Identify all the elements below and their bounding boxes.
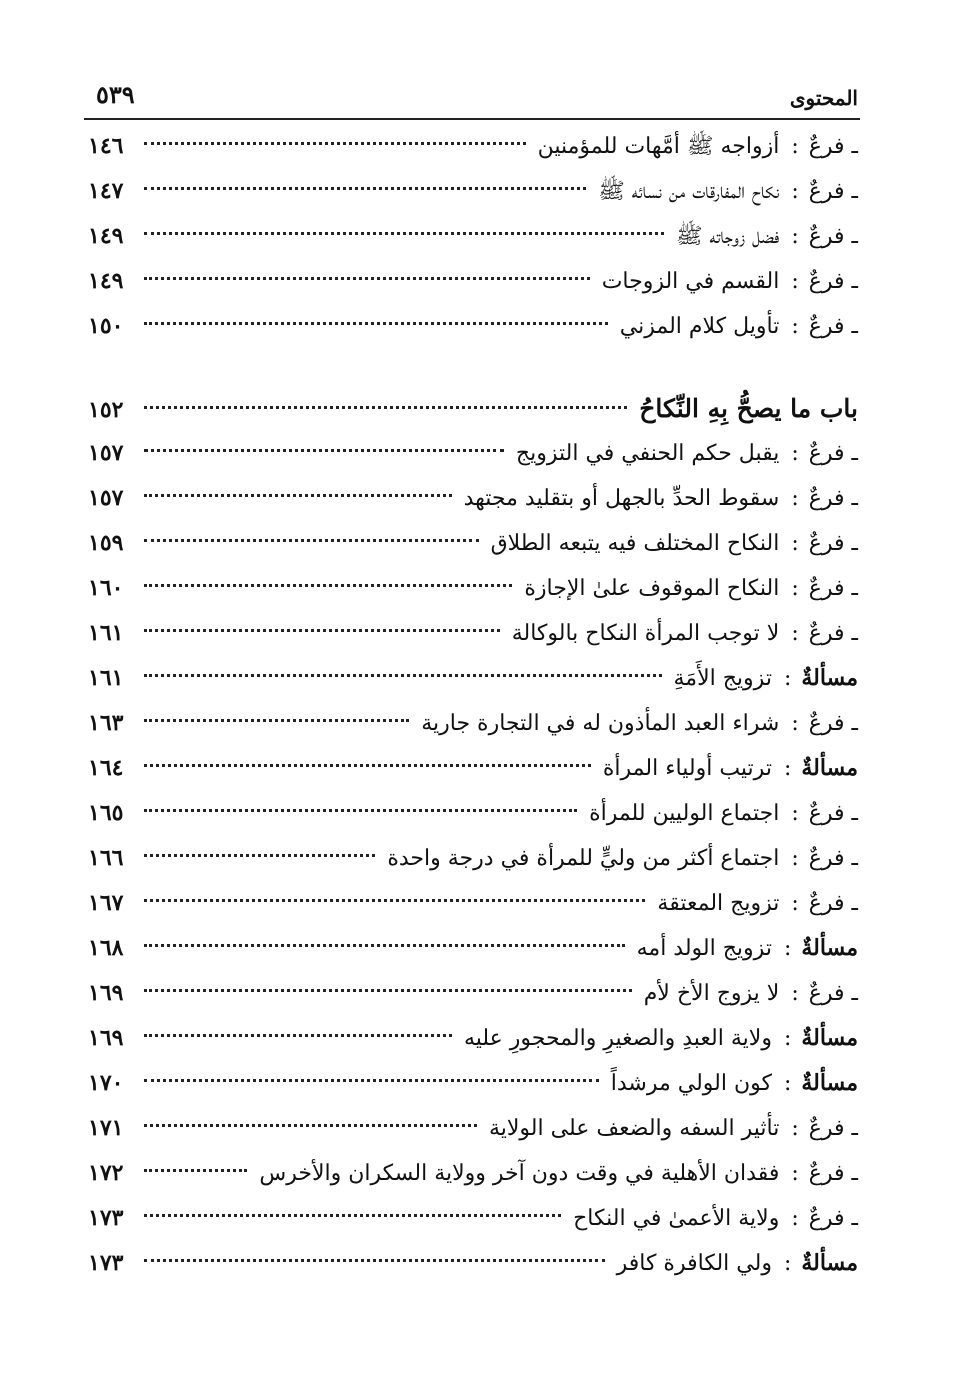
entry-page-number: ١٥٧ — [88, 440, 124, 466]
dot-leader — [144, 539, 479, 542]
dot-leader — [144, 1079, 599, 1082]
entry-page-number: ١٦٩ — [88, 980, 124, 1006]
entry-title: ولي الكافرة كافر — [616, 1251, 772, 1276]
entry-page-number: ١٥٧ — [88, 485, 124, 511]
masala-label: مسألةٌ — [801, 935, 858, 961]
colon-separator: : — [791, 846, 799, 871]
far-label: ـ فرعٌ — [808, 1206, 858, 1231]
far-label: ـ فرعٌ — [808, 269, 858, 294]
colon-separator: : — [783, 1251, 792, 1276]
toc-entry — [88, 1061, 858, 1106]
entry-title: لا يزوج الأخ لأم — [643, 981, 780, 1006]
entry-page-number: ١٦٠ — [88, 575, 124, 601]
entry-title: القسم في الزوجات — [601, 269, 780, 294]
toc-entry — [88, 431, 858, 476]
far-label: ـ فرعٌ — [808, 314, 858, 339]
far-label: ـ فرعٌ — [808, 179, 858, 204]
far-label: ـ فرعٌ — [808, 486, 858, 511]
toc-entry — [88, 566, 858, 611]
colon-separator: : — [791, 621, 799, 646]
masala-label: مسألةٌ — [801, 1250, 858, 1276]
colon-separator: : — [791, 441, 799, 466]
chapter-title: باب ما يصحُّ بِهِ النِّكاحُ — [639, 394, 858, 423]
dot-leader — [144, 764, 591, 767]
entry-page-number: ١٧١ — [88, 1115, 124, 1141]
entry-page-number: ١٦١ — [88, 620, 124, 646]
entry-title: تزويج الأَمَةِ — [673, 666, 772, 691]
toc-chapter-heading — [88, 386, 858, 431]
colon-separator: : — [783, 1071, 792, 1096]
colon-separator: : — [791, 891, 799, 916]
colon-separator: : — [791, 134, 799, 159]
colon-separator: : — [791, 224, 799, 249]
colon-separator: : — [791, 576, 799, 601]
dot-leader — [144, 187, 586, 190]
far-label: ـ فرعٌ — [808, 981, 858, 1006]
entry-title: اجتماع أكثر من وليٍّ للمرأة في درجة واحدة — [387, 846, 780, 871]
far-label: ـ فرعٌ — [808, 531, 858, 556]
entry-title: ترتيب أولياء المرأة — [602, 756, 772, 781]
toc-entry — [88, 656, 858, 701]
dot-leader — [144, 629, 500, 632]
toc-entry — [88, 926, 858, 971]
toc-entry — [88, 881, 858, 926]
dot-leader — [144, 809, 577, 812]
dot-leader — [144, 584, 512, 587]
colon-separator: : — [791, 801, 799, 826]
entry-title: كون الولي مرشداً — [610, 1071, 772, 1096]
toc-entry — [88, 611, 858, 656]
dot-leader — [144, 232, 664, 235]
entry-title: لا توجب المرأة النكاح بالوكالة — [511, 621, 780, 646]
colon-separator: : — [791, 314, 799, 339]
dot-leader — [144, 406, 627, 409]
colon-separator: : — [791, 179, 799, 204]
table-of-contents — [88, 124, 858, 1286]
dot-leader — [144, 449, 504, 452]
entry-title: النكاح الموقوف علىٰ الإجازة — [524, 576, 780, 601]
toc-entry — [88, 1016, 858, 1061]
far-label: ـ فرعٌ — [808, 621, 858, 646]
page-number: ٥٣٩ — [96, 80, 135, 109]
entry-page-number: ١٦٧ — [88, 890, 124, 916]
dot-leader — [144, 142, 526, 145]
toc-entry — [88, 521, 858, 566]
dot-leader — [144, 1259, 605, 1262]
toc-entry — [88, 746, 858, 791]
dot-leader — [144, 674, 662, 677]
entry-page-number: ١٧٢ — [88, 1160, 124, 1186]
colon-separator: : — [791, 1206, 799, 1231]
far-label: ـ فرعٌ — [808, 891, 858, 916]
entry-title: ولاية الأعمىٰ في النكاح — [573, 1206, 780, 1231]
toc-entry — [88, 701, 858, 746]
entry-title: تأويل كلام المزني — [619, 314, 780, 339]
entry-title: فضل زوجاته ﷺ — [675, 224, 780, 249]
entry-page-number: ١٦٦ — [88, 845, 124, 871]
far-label: ـ فرعٌ — [808, 711, 858, 736]
entry-title: تزويج المعتقة — [657, 891, 780, 916]
entry-page-number: ١٦٥ — [88, 800, 124, 826]
dot-leader — [144, 989, 632, 992]
far-label: ـ فرعٌ — [808, 441, 858, 466]
header-rule — [84, 118, 860, 120]
entry-page-number: ١٧٣ — [88, 1250, 124, 1276]
far-label: ـ فرعٌ — [808, 224, 858, 249]
colon-separator: : — [783, 936, 792, 961]
entry-page-number: ١٧٠ — [88, 1070, 124, 1096]
toc-entry — [88, 124, 858, 169]
entry-page-number: ١٤٧ — [88, 178, 124, 204]
entry-page-number: ١٤٩ — [88, 268, 124, 294]
entry-title: نكاح المفارقات من نسائه ﷺ — [598, 179, 780, 204]
entry-page-number: ١٤٦ — [88, 133, 124, 159]
dot-leader — [144, 1124, 477, 1127]
masala-label: مسألةٌ — [801, 1070, 858, 1096]
entry-title: فقدان الأهلية في وقت دون آخر وولاية السكران والأخرس — [259, 1161, 780, 1186]
entry-page-number: ١٦٩ — [88, 1025, 124, 1051]
dot-leader — [144, 899, 645, 902]
colon-separator: : — [783, 666, 792, 691]
entry-page-number: ١٧٣ — [88, 1205, 124, 1231]
entry-title: سقوط الحدِّ بالجهل أو بتقليد مجتهد — [463, 486, 780, 511]
colon-separator: : — [791, 711, 799, 736]
toc-entry — [88, 214, 858, 259]
colon-separator: : — [791, 269, 799, 294]
far-label: ـ فرعٌ — [808, 1116, 858, 1141]
entry-page-number: ١٥٠ — [88, 313, 124, 339]
dot-leader — [144, 1034, 452, 1037]
colon-separator: : — [791, 486, 799, 511]
far-label: ـ فرعٌ — [808, 801, 858, 826]
toc-entry — [88, 259, 858, 304]
masala-label: مسألةٌ — [801, 755, 858, 781]
running-title: المحتوى — [789, 86, 858, 110]
entry-page-number: ١٦٤ — [88, 755, 124, 781]
entry-title: تأثير السفه والضعف على الولاية — [488, 1116, 780, 1141]
dot-leader — [144, 1214, 561, 1217]
toc-entry — [88, 836, 858, 881]
page-header — [88, 80, 858, 116]
toc-entry — [88, 1241, 858, 1286]
entry-page-number: ١٦٣ — [88, 710, 124, 736]
dot-leader — [144, 1169, 247, 1172]
entry-title: شراء العبد المأذون له في التجارة جارية — [421, 711, 780, 736]
far-label: ـ فرعٌ — [808, 1161, 858, 1186]
entry-page-number: ١٥٢ — [88, 397, 124, 423]
colon-separator: : — [791, 981, 799, 1006]
entry-page-number: ١٥٩ — [88, 530, 124, 556]
far-label: ـ فرعٌ — [808, 846, 858, 871]
far-label: ـ فرعٌ — [808, 134, 858, 159]
far-label: ـ فرعٌ — [808, 576, 858, 601]
entry-page-number: ١٦١ — [88, 665, 124, 691]
dot-leader — [144, 494, 452, 497]
dot-leader — [144, 854, 375, 857]
entry-page-number: ١٤٩ — [88, 223, 124, 249]
colon-separator: : — [783, 756, 792, 781]
colon-separator: : — [791, 531, 799, 556]
toc-entry — [88, 971, 858, 1016]
toc-entry — [88, 1151, 858, 1196]
colon-separator: : — [783, 1026, 792, 1051]
entry-title: يقبل حكم الحنفي في التزويج — [515, 441, 780, 466]
entry-title: ولاية العبدِ والصغيرِ والمحجورِ عليه — [463, 1026, 772, 1051]
entry-title: تزويج الولد أمه — [636, 936, 772, 961]
colon-separator: : — [791, 1161, 799, 1186]
colon-separator: : — [791, 1116, 799, 1141]
toc-entry — [88, 791, 858, 836]
toc-entry — [88, 304, 858, 349]
toc-entry — [88, 1196, 858, 1241]
entry-page-number: ١٦٨ — [88, 935, 124, 961]
dot-leader — [144, 719, 409, 722]
masala-label: مسألةٌ — [801, 1025, 858, 1051]
masala-label: مسألةٌ — [801, 665, 858, 691]
entry-title: أزواجه ﷺ أمَّهات للمؤمنين — [537, 134, 780, 159]
dot-leader — [144, 277, 590, 280]
toc-entry — [88, 476, 858, 521]
dot-leader — [144, 322, 608, 325]
toc-entry — [88, 1106, 858, 1151]
entry-title: اجتماع الوليين للمرأة — [589, 801, 780, 826]
entry-title: النكاح المختلف فيه يتبعه الطلاق — [490, 531, 780, 556]
dot-leader — [144, 944, 625, 947]
toc-entry — [88, 169, 858, 214]
